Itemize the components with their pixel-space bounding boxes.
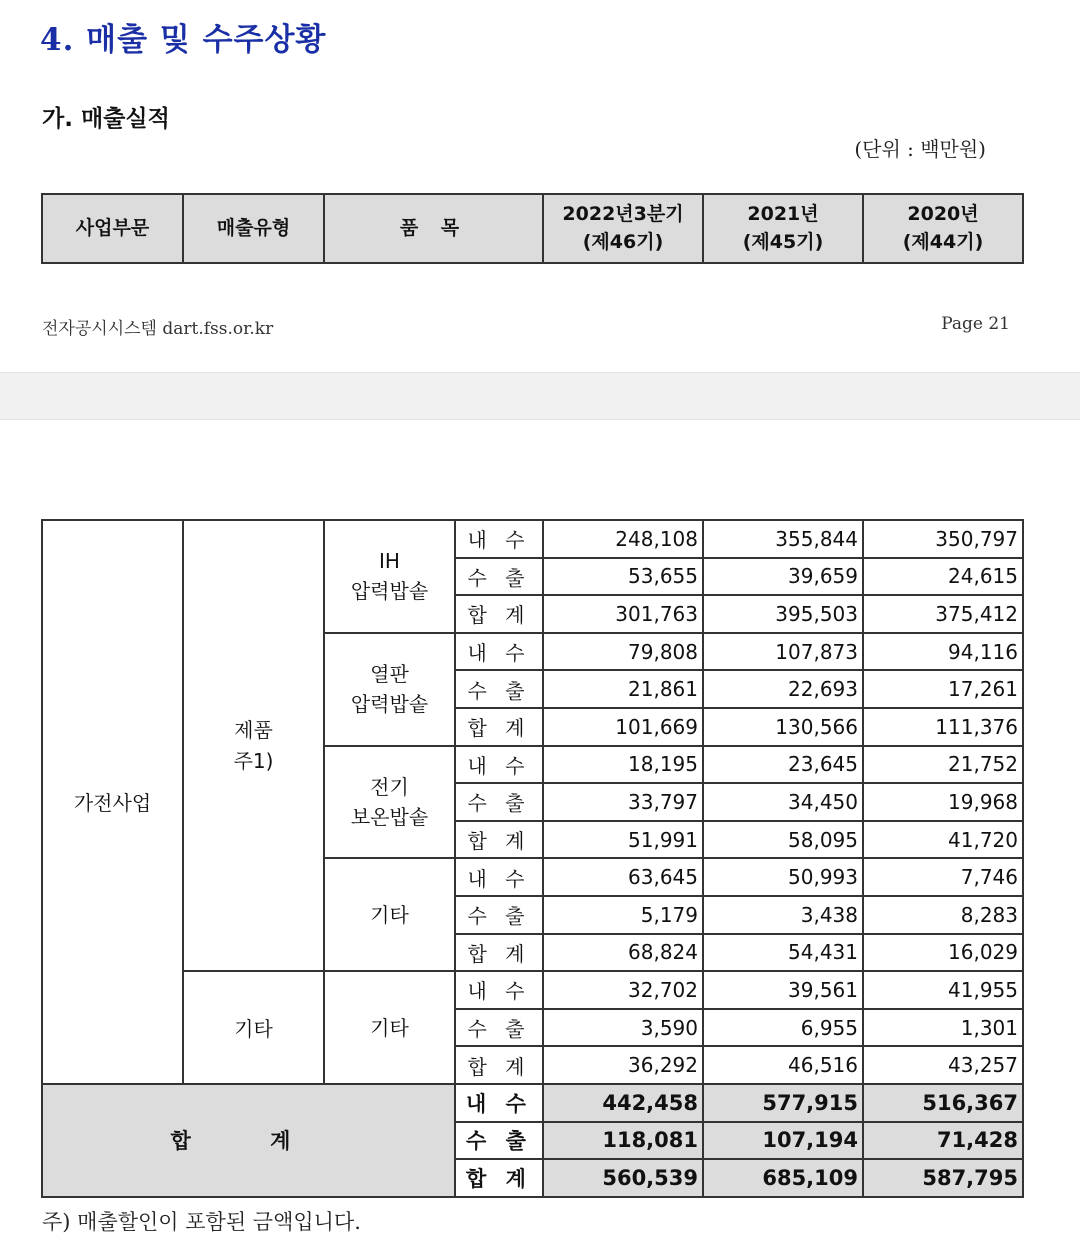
total-value-cell: 118,081 (543, 1122, 703, 1160)
value-cell: 54,431 (703, 934, 863, 972)
type-subtotal: 합 계 (455, 708, 543, 746)
value-cell: 17,261 (863, 670, 1023, 708)
value-cell: 39,561 (703, 971, 863, 1009)
value-cell: 21,752 (863, 746, 1023, 784)
value-cell: 355,844 (703, 520, 863, 558)
type-subtotal: 합 계 (455, 595, 543, 633)
footer-page-number: Page 21 (941, 314, 1010, 334)
value-cell: 58,095 (703, 821, 863, 859)
value-cell: 41,720 (863, 821, 1023, 859)
value-cell: 32,702 (543, 971, 703, 1009)
page-22 (0, 420, 1080, 1243)
product-name: 기타 (370, 902, 409, 927)
total-value-cell: 685,109 (703, 1159, 863, 1197)
sales-type-product-cell (183, 520, 324, 971)
value-cell: 39,659 (703, 558, 863, 596)
footnote: 주) 매출할인이 포함된 금액입니다. (42, 1210, 361, 1234)
value-cell: 16,029 (863, 934, 1023, 972)
col-sales-type: 매출유형 (183, 194, 324, 263)
unit-label: (단위 : 백만원) (854, 137, 986, 161)
table-row (42, 520, 1023, 558)
total-value-cell: 587,795 (863, 1159, 1023, 1197)
value-cell: 130,566 (703, 708, 863, 746)
type-domestic: 내 수 (455, 746, 543, 784)
total-label: 합 계 (42, 1084, 455, 1197)
value-cell: 350,797 (863, 520, 1023, 558)
col-item: 품 목 (324, 194, 543, 263)
value-cell: 50,993 (703, 858, 863, 896)
type-domestic: 내 수 (455, 633, 543, 671)
type-domestic: 내 수 (455, 858, 543, 896)
value-cell: 111,376 (863, 708, 1023, 746)
period-term: (제44기) (902, 230, 984, 253)
type-domestic: 내 수 (455, 1084, 543, 1122)
table-row (42, 971, 1023, 1009)
value-cell: 36,292 (543, 1046, 703, 1084)
type-export: 수 출 (455, 1009, 543, 1047)
product-cell (324, 971, 455, 1084)
value-cell: 94,116 (863, 633, 1023, 671)
page-separator (0, 372, 1080, 420)
value-cell: 107,873 (703, 633, 863, 671)
value-cell: 53,655 (543, 558, 703, 596)
value-cell: 22,693 (703, 670, 863, 708)
type-export: 수 출 (455, 783, 543, 821)
product-name: 기타 (370, 1015, 409, 1040)
type-domestic: 내 수 (455, 520, 543, 558)
total-value-cell: 107,194 (703, 1122, 863, 1160)
type-export: 수 출 (455, 670, 543, 708)
value-cell: 395,503 (703, 595, 863, 633)
value-cell: 23,645 (703, 746, 863, 784)
type-export: 수 출 (455, 558, 543, 596)
value-cell: 63,645 (543, 858, 703, 896)
col-period-2022q3 (543, 194, 703, 263)
header-row (42, 194, 1023, 263)
period-label: 2020년 (907, 202, 979, 225)
segment-cell: 가전사업 (42, 520, 183, 1084)
value-cell: 18,195 (543, 746, 703, 784)
total-row (42, 1084, 1023, 1122)
value-cell: 3,438 (703, 896, 863, 934)
period-term: (제45기) (742, 230, 824, 253)
total-value-cell: 516,367 (863, 1084, 1023, 1122)
value-cell: 51,991 (543, 821, 703, 859)
section-title: 4. 매출 및 수주상황 (40, 22, 327, 58)
value-cell: 21,861 (543, 670, 703, 708)
product-cell (324, 520, 455, 633)
value-cell: 301,763 (543, 595, 703, 633)
type-subtotal: 합 계 (455, 934, 543, 972)
sales-data-table (41, 519, 1024, 1198)
total-value-cell: 560,539 (543, 1159, 703, 1197)
product-name: IH (379, 549, 400, 574)
product-cell (324, 746, 455, 859)
type-subtotal: 합 계 (455, 1159, 543, 1197)
total-value-cell: 71,428 (863, 1122, 1023, 1160)
value-cell: 41,955 (863, 971, 1023, 1009)
sub-title: 가. 매출실적 (42, 106, 170, 132)
sales-type-note: 주1) (233, 748, 274, 773)
value-cell: 19,968 (863, 783, 1023, 821)
value-cell: 34,450 (703, 783, 863, 821)
value-cell: 5,179 (543, 896, 703, 934)
value-cell: 101,669 (543, 708, 703, 746)
product-name: 보온밥솥 (350, 804, 429, 829)
value-cell: 24,615 (863, 558, 1023, 596)
footer-source: 전자공시시스템 dart.fss.or.kr (42, 319, 274, 339)
type-domestic: 내 수 (455, 971, 543, 1009)
col-segment: 사업부문 (42, 194, 183, 263)
product-name: 열판 (370, 662, 409, 687)
product-cell (324, 633, 455, 746)
type-subtotal: 합 계 (455, 821, 543, 859)
sales-type-other-cell: 기타 (183, 971, 324, 1084)
value-cell: 68,824 (543, 934, 703, 972)
sales-header-table (41, 193, 1024, 264)
product-name: 전기 (370, 774, 409, 799)
type-subtotal: 합 계 (455, 1046, 543, 1084)
period-term: (제46기) (582, 230, 664, 253)
total-value-cell: 442,458 (543, 1084, 703, 1122)
type-export: 수 출 (455, 896, 543, 934)
total-value-cell: 577,915 (703, 1084, 863, 1122)
value-cell: 33,797 (543, 783, 703, 821)
value-cell: 43,257 (863, 1046, 1023, 1084)
col-period-2020 (863, 194, 1023, 263)
value-cell: 1,301 (863, 1009, 1023, 1047)
value-cell: 375,412 (863, 595, 1023, 633)
period-label: 2021년 (747, 202, 819, 225)
value-cell: 46,516 (703, 1046, 863, 1084)
product-name: 압력밥솥 (350, 692, 429, 717)
value-cell: 7,746 (863, 858, 1023, 896)
product-name: 압력밥솥 (350, 579, 429, 604)
sales-type-label: 제품 (234, 717, 273, 742)
value-cell: 6,955 (703, 1009, 863, 1047)
value-cell: 8,283 (863, 896, 1023, 934)
value-cell: 3,590 (543, 1009, 703, 1047)
value-cell: 248,108 (543, 520, 703, 558)
page-21 (0, 0, 1080, 372)
product-cell (324, 858, 455, 971)
col-period-2021 (703, 194, 863, 263)
period-label: 2022년3분기 (562, 202, 684, 225)
value-cell: 79,808 (543, 633, 703, 671)
type-export: 수 출 (455, 1122, 543, 1160)
